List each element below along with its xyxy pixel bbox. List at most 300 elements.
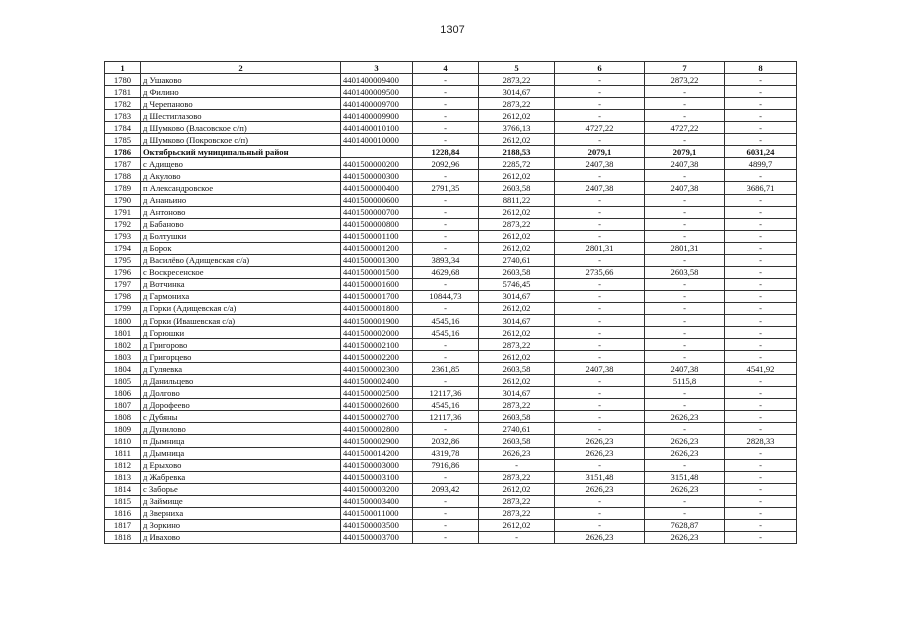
value-col-6: -: [555, 110, 645, 122]
value-col-4: 4545,16: [413, 327, 479, 339]
value-col-5: 2612,02: [479, 327, 555, 339]
table-row: [105, 170, 797, 182]
value-col-8: 4541,92: [725, 363, 797, 375]
value-col-6: -: [555, 98, 645, 110]
value-col-5: 2873,22: [479, 471, 555, 483]
value-col-5: 2603,58: [479, 266, 555, 278]
oktmo-code: 4401400010000: [341, 134, 413, 146]
value-col-6: -: [555, 459, 645, 471]
row-number: 1818: [105, 531, 141, 543]
value-col-4: 4629,68: [413, 266, 479, 278]
value-col-5: 2873,22: [479, 218, 555, 230]
value-col-5: 2612,02: [479, 206, 555, 218]
value-col-5: 2740,61: [479, 423, 555, 435]
value-col-8: -: [725, 387, 797, 399]
value-col-8: 6031,24: [725, 146, 797, 158]
value-col-4: -: [413, 122, 479, 134]
settlement-name: Октябрьский муниципальный район: [141, 146, 341, 158]
table-row: [105, 507, 797, 519]
row-number: 1800: [105, 314, 141, 326]
value-col-5: 2612,02: [479, 302, 555, 314]
row-number: 1792: [105, 218, 141, 230]
value-col-7: 2801,31: [645, 242, 725, 254]
row-number: 1803: [105, 351, 141, 363]
value-col-4: -: [413, 242, 479, 254]
oktmo-code: 4401500000800: [341, 218, 413, 230]
value-col-6: -: [555, 194, 645, 206]
value-col-8: -: [725, 507, 797, 519]
value-col-8: -: [725, 495, 797, 507]
row-number: 1810: [105, 435, 141, 447]
value-col-4: -: [413, 423, 479, 435]
column-header: 4: [413, 62, 479, 74]
value-col-7: -: [645, 495, 725, 507]
value-col-6: -: [555, 170, 645, 182]
value-col-7: 7628,87: [645, 519, 725, 531]
row-number: 1798: [105, 290, 141, 302]
value-col-8: -: [725, 122, 797, 134]
settlement-name: с Воскресенское: [141, 266, 341, 278]
value-col-8: -: [725, 278, 797, 290]
value-col-8: -: [725, 134, 797, 146]
value-col-4: -: [413, 471, 479, 483]
value-col-7: -: [645, 339, 725, 351]
value-col-8: -: [725, 471, 797, 483]
row-number: 1815: [105, 495, 141, 507]
table-row: [105, 242, 797, 254]
oktmo-code: 4401500002300: [341, 363, 413, 375]
table-row: [105, 435, 797, 447]
settlement-name: с Заборье: [141, 483, 341, 495]
value-col-4: -: [413, 278, 479, 290]
oktmo-code: 4401500000200: [341, 158, 413, 170]
settlement-name: д Бабаново: [141, 218, 341, 230]
value-col-6: -: [555, 230, 645, 242]
row-number: 1813: [105, 471, 141, 483]
value-col-5: 2612,02: [479, 242, 555, 254]
value-col-4: -: [413, 519, 479, 531]
value-col-5: 2873,22: [479, 399, 555, 411]
value-col-7: 5115,8: [645, 375, 725, 387]
value-col-8: -: [725, 447, 797, 459]
value-col-7: -: [645, 278, 725, 290]
value-col-5: 2612,02: [479, 110, 555, 122]
value-col-7: -: [645, 110, 725, 122]
oktmo-code: 4401400009900: [341, 110, 413, 122]
value-col-4: 2093,42: [413, 483, 479, 495]
value-col-4: -: [413, 507, 479, 519]
oktmo-code: 4401500001200: [341, 242, 413, 254]
page-number: 1307: [440, 24, 465, 36]
value-col-5: 3014,67: [479, 314, 555, 326]
settlement-name: д Антоново: [141, 206, 341, 218]
value-col-7: 2626,23: [645, 435, 725, 447]
settlement-name: д Акулово: [141, 170, 341, 182]
settlement-name: д Ананьино: [141, 194, 341, 206]
value-col-4: -: [413, 375, 479, 387]
table-row: [105, 447, 797, 459]
value-col-7: -: [645, 507, 725, 519]
row-number: 1782: [105, 98, 141, 110]
table-row: [105, 411, 797, 423]
value-col-7: 2407,38: [645, 158, 725, 170]
value-col-4: 1228,84: [413, 146, 479, 158]
oktmo-code: 4401400009400: [341, 74, 413, 86]
value-col-8: -: [725, 339, 797, 351]
row-number: 1814: [105, 483, 141, 495]
settlement-name: д Дорофеево: [141, 399, 341, 411]
settlement-name: д Ивахово: [141, 531, 341, 543]
table-row: [105, 399, 797, 411]
settlement-name: д Гуляевка: [141, 363, 341, 375]
oktmo-code: 4401500002800: [341, 423, 413, 435]
table-row: [105, 206, 797, 218]
row-number: 1805: [105, 375, 141, 387]
value-col-8: -: [725, 86, 797, 98]
table-row: [105, 351, 797, 363]
value-col-7: 2603,58: [645, 266, 725, 278]
value-col-6: -: [555, 302, 645, 314]
oktmo-code: 4401500011000: [341, 507, 413, 519]
value-col-7: -: [645, 134, 725, 146]
row-number: 1804: [105, 363, 141, 375]
value-col-6: 2626,23: [555, 435, 645, 447]
table-row: [105, 266, 797, 278]
oktmo-code: 4401500002100: [341, 339, 413, 351]
oktmo-code: 4401500002600: [341, 399, 413, 411]
table-row: [105, 182, 797, 194]
value-col-5: 2873,22: [479, 495, 555, 507]
value-col-6: -: [555, 399, 645, 411]
row-number: 1796: [105, 266, 141, 278]
value-col-5: 3014,67: [479, 86, 555, 98]
table-row: [105, 495, 797, 507]
value-col-4: -: [413, 351, 479, 363]
oktmo-code: 4401500002700: [341, 411, 413, 423]
value-col-8: -: [725, 302, 797, 314]
value-col-5: 2873,22: [479, 507, 555, 519]
value-col-7: 2079,1: [645, 146, 725, 158]
row-number: 1797: [105, 278, 141, 290]
value-col-8: -: [725, 266, 797, 278]
value-col-6: -: [555, 74, 645, 86]
value-col-8: -: [725, 375, 797, 387]
settlement-name: д Болтушки: [141, 230, 341, 242]
value-col-4: -: [413, 74, 479, 86]
oktmo-code: 4401400010100: [341, 122, 413, 134]
settlement-name: д Григорцево: [141, 351, 341, 363]
value-col-8: -: [725, 483, 797, 495]
oktmo-code: 4401500002500: [341, 387, 413, 399]
table-row: [105, 423, 797, 435]
table-row: [105, 146, 797, 158]
value-col-7: -: [645, 399, 725, 411]
table-row: [105, 459, 797, 471]
value-col-8: -: [725, 254, 797, 266]
value-col-5: 2612,02: [479, 483, 555, 495]
settlement-name: д Дунилово: [141, 423, 341, 435]
row-number: 1781: [105, 86, 141, 98]
value-col-6: 2801,31: [555, 242, 645, 254]
value-col-8: -: [725, 459, 797, 471]
value-col-6: 3151,48: [555, 471, 645, 483]
value-col-7: -: [645, 230, 725, 242]
value-col-8: -: [725, 74, 797, 86]
oktmo-code: 4401400009700: [341, 98, 413, 110]
value-col-5: -: [479, 459, 555, 471]
settlement-name: д Долгово: [141, 387, 341, 399]
data-table: [104, 61, 797, 544]
table-row: [105, 519, 797, 531]
settlement-name: д Шумково (Покровское с/п): [141, 134, 341, 146]
value-col-7: -: [645, 98, 725, 110]
row-number: 1788: [105, 170, 141, 182]
value-col-5: 2612,02: [479, 170, 555, 182]
oktmo-code: 4401500003500: [341, 519, 413, 531]
value-col-4: -: [413, 531, 479, 543]
row-number: 1816: [105, 507, 141, 519]
value-col-8: -: [725, 531, 797, 543]
value-col-7: 2873,22: [645, 74, 725, 86]
value-col-4: -: [413, 86, 479, 98]
settlement-name: д Григорово: [141, 339, 341, 351]
value-col-7: 2626,23: [645, 411, 725, 423]
settlement-name: д Ушаково: [141, 74, 341, 86]
value-col-4: 2791,35: [413, 182, 479, 194]
settlement-name: д Займище: [141, 495, 341, 507]
row-number: 1785: [105, 134, 141, 146]
row-number: 1817: [105, 519, 141, 531]
value-col-5: 2612,02: [479, 375, 555, 387]
value-col-4: -: [413, 218, 479, 230]
value-col-6: -: [555, 411, 645, 423]
row-number: 1791: [105, 206, 141, 218]
value-col-7: 2626,23: [645, 531, 725, 543]
row-number: 1811: [105, 447, 141, 459]
value-col-5: 2873,22: [479, 339, 555, 351]
value-col-8: -: [725, 519, 797, 531]
settlement-name: п Дымница: [141, 435, 341, 447]
table-row: [105, 471, 797, 483]
table-row: [105, 483, 797, 495]
value-col-7: -: [645, 327, 725, 339]
value-col-4: 3893,34: [413, 254, 479, 266]
row-number: 1787: [105, 158, 141, 170]
value-col-7: -: [645, 423, 725, 435]
value-col-8: -: [725, 218, 797, 230]
value-col-4: -: [413, 134, 479, 146]
value-col-8: -: [725, 194, 797, 206]
value-col-6: -: [555, 134, 645, 146]
value-col-4: -: [413, 206, 479, 218]
value-col-5: 3014,67: [479, 387, 555, 399]
row-number: 1780: [105, 74, 141, 86]
value-col-6: -: [555, 290, 645, 302]
row-number: 1793: [105, 230, 141, 242]
value-col-7: -: [645, 86, 725, 98]
row-number: 1795: [105, 254, 141, 266]
table-row: [105, 218, 797, 230]
table-row: [105, 74, 797, 86]
settlement-name: д Ерыхово: [141, 459, 341, 471]
settlement-name: д Горки (Адищевская с/а): [141, 302, 341, 314]
value-col-8: -: [725, 170, 797, 182]
row-number: 1809: [105, 423, 141, 435]
value-col-8: -: [725, 411, 797, 423]
value-col-5: 2626,23: [479, 447, 555, 459]
value-col-6: -: [555, 339, 645, 351]
oktmo-code: 4401500003100: [341, 471, 413, 483]
oktmo-code: 4401500001800: [341, 302, 413, 314]
value-col-5: 2740,61: [479, 254, 555, 266]
oktmo-code: 4401500003200: [341, 483, 413, 495]
column-header: 8: [725, 62, 797, 74]
settlement-name: д Зоркино: [141, 519, 341, 531]
value-col-8: -: [725, 242, 797, 254]
value-col-4: 4545,16: [413, 314, 479, 326]
oktmo-code: 4401500001100: [341, 230, 413, 242]
oktmo-code: 4401500002000: [341, 327, 413, 339]
table-row: [105, 375, 797, 387]
value-col-8: -: [725, 290, 797, 302]
value-col-4: 12117,36: [413, 387, 479, 399]
row-number: 1794: [105, 242, 141, 254]
value-col-6: -: [555, 519, 645, 531]
table-row: [105, 134, 797, 146]
value-col-4: -: [413, 110, 479, 122]
value-col-8: -: [725, 399, 797, 411]
oktmo-code: 4401500003700: [341, 531, 413, 543]
table-row: [105, 278, 797, 290]
settlement-name: д Данильцево: [141, 375, 341, 387]
value-col-4: -: [413, 98, 479, 110]
value-col-8: -: [725, 206, 797, 218]
row-number: 1799: [105, 302, 141, 314]
value-col-8: 2828,33: [725, 435, 797, 447]
value-col-5: 5746,45: [479, 278, 555, 290]
value-col-7: 4727,22: [645, 122, 725, 134]
value-col-5: 2612,02: [479, 134, 555, 146]
table-row: [105, 339, 797, 351]
value-col-4: 12117,36: [413, 411, 479, 423]
column-header: 3: [341, 62, 413, 74]
value-col-8: -: [725, 110, 797, 122]
settlement-name: д Дымница: [141, 447, 341, 459]
value-col-5: 2612,02: [479, 351, 555, 363]
oktmo-code: 4401500002900: [341, 435, 413, 447]
row-number: 1801: [105, 327, 141, 339]
settlement-name: д Жабревка: [141, 471, 341, 483]
value-col-5: -: [479, 531, 555, 543]
value-col-6: -: [555, 254, 645, 266]
value-col-6: 4727,22: [555, 122, 645, 134]
table-row: [105, 122, 797, 134]
value-col-7: -: [645, 254, 725, 266]
settlement-name: д Борок: [141, 242, 341, 254]
settlement-name: д Василёво (Адищевская с/а): [141, 254, 341, 266]
value-col-6: -: [555, 218, 645, 230]
value-col-5: 2188,53: [479, 146, 555, 158]
oktmo-code: 4401500001700: [341, 290, 413, 302]
table-row: [105, 387, 797, 399]
value-col-8: -: [725, 351, 797, 363]
value-col-6: 2079,1: [555, 146, 645, 158]
value-col-8: -: [725, 423, 797, 435]
value-col-7: -: [645, 351, 725, 363]
value-col-5: 2603,58: [479, 411, 555, 423]
value-col-6: -: [555, 327, 645, 339]
table-row: [105, 110, 797, 122]
value-col-5: 2612,02: [479, 519, 555, 531]
value-col-4: 2092,96: [413, 158, 479, 170]
oktmo-code: 4401500000700: [341, 206, 413, 218]
value-col-6: 2626,23: [555, 531, 645, 543]
table-row: [105, 230, 797, 242]
table-row: [105, 254, 797, 266]
table-row: [105, 86, 797, 98]
value-col-6: 2626,23: [555, 483, 645, 495]
row-number: 1812: [105, 459, 141, 471]
value-col-8: -: [725, 327, 797, 339]
value-col-4: 2032,86: [413, 435, 479, 447]
value-col-6: 2407,38: [555, 363, 645, 375]
table-row: [105, 290, 797, 302]
value-col-5: 2285,72: [479, 158, 555, 170]
oktmo-code: 4401500002200: [341, 351, 413, 363]
oktmo-code: 4401500000600: [341, 194, 413, 206]
oktmo-code: 4401500001300: [341, 254, 413, 266]
row-number: 1790: [105, 194, 141, 206]
table-row: [105, 194, 797, 206]
value-col-5: 2873,22: [479, 74, 555, 86]
value-col-5: 8811,22: [479, 194, 555, 206]
row-number: 1806: [105, 387, 141, 399]
row-number: 1789: [105, 182, 141, 194]
value-col-5: 3766,13: [479, 122, 555, 134]
value-col-7: -: [645, 302, 725, 314]
settlement-name: с Дубяны: [141, 411, 341, 423]
oktmo-code: [341, 146, 413, 158]
settlement-name: д Гармониха: [141, 290, 341, 302]
oktmo-code: 4401400009500: [341, 86, 413, 98]
value-col-6: -: [555, 86, 645, 98]
value-col-8: -: [725, 230, 797, 242]
table-row: [105, 158, 797, 170]
value-col-4: 10844,73: [413, 290, 479, 302]
row-number: 1783: [105, 110, 141, 122]
value-col-7: 3151,48: [645, 471, 725, 483]
value-col-6: -: [555, 206, 645, 218]
table-row: [105, 302, 797, 314]
value-col-6: -: [555, 387, 645, 399]
settlement-name: п Александровское: [141, 182, 341, 194]
column-header: 2: [141, 62, 341, 74]
value-col-4: 4319,78: [413, 447, 479, 459]
settlement-name: д Вотчинка: [141, 278, 341, 290]
value-col-4: -: [413, 495, 479, 507]
table-row: [105, 531, 797, 543]
value-col-4: -: [413, 302, 479, 314]
value-col-7: -: [645, 290, 725, 302]
value-col-7: 2407,38: [645, 182, 725, 194]
column-header: 7: [645, 62, 725, 74]
value-col-7: 2626,23: [645, 447, 725, 459]
value-col-5: 2873,22: [479, 98, 555, 110]
settlement-name: д Горюшки: [141, 327, 341, 339]
table-row: [105, 98, 797, 110]
value-col-4: -: [413, 194, 479, 206]
settlement-name: д Филино: [141, 86, 341, 98]
